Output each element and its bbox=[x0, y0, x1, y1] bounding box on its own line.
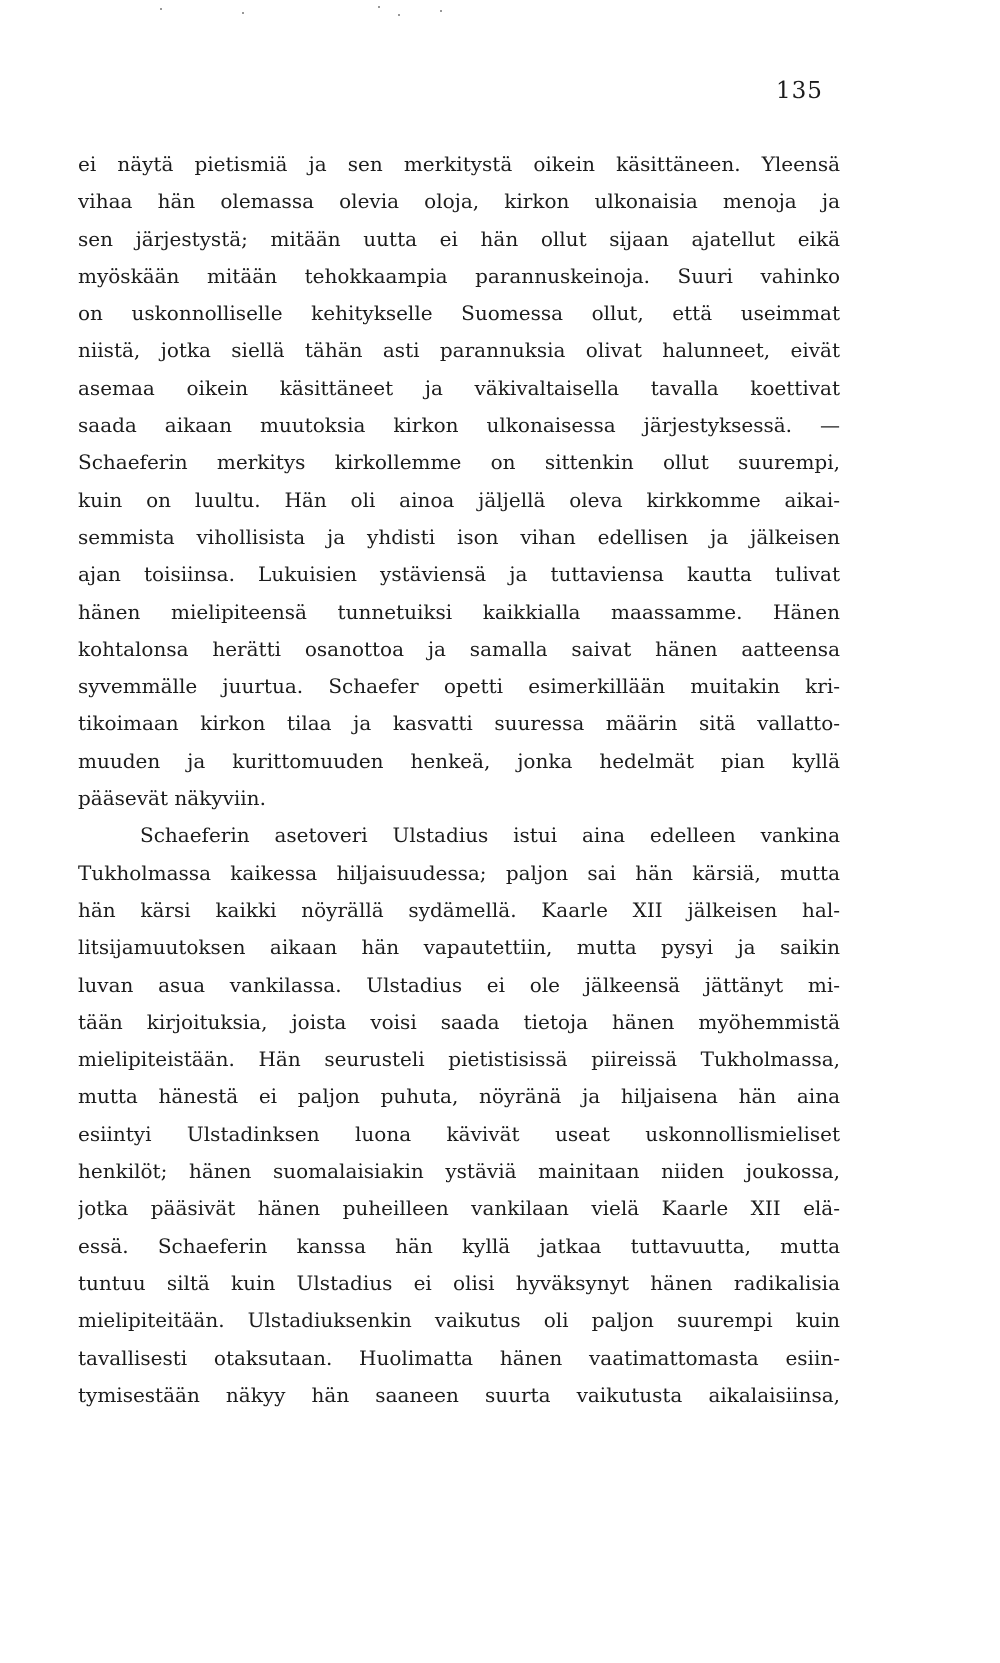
text-line: esiintyi Ulstadinksen luona kävivät useat uskonnollismieliset bbox=[78, 1121, 840, 1146]
text-line: ajan toisiinsa. Lukuisien ystäviensä ja tuttaviensa kautta tulivat bbox=[78, 562, 840, 587]
text-line: asemaa oikein käsittäneet ja väkivaltaisella tavalla koettivat bbox=[78, 375, 840, 400]
text-line: tymisestään näkyy hän saaneen suurta vaikutusta aikalaisiinsa, bbox=[78, 1382, 840, 1407]
text-line: muuden ja kurittomuuden henkeä, jonka hedelmät pian kyllä bbox=[78, 748, 840, 773]
text-line: mielipiteitään. Ulstadiuksenkin vaikutus oli paljon suurempi kuin bbox=[78, 1308, 840, 1333]
page-number: 135 bbox=[776, 78, 823, 104]
text-line: hän kärsi kaikki nöyrällä sydämellä. Kaarle XII jälkeisen hal- bbox=[78, 897, 840, 922]
text-line: kuin on luultu. Hän oli ainoa jäljellä oleva kirkkomme aikai- bbox=[78, 487, 840, 512]
text-line: saada aikaan muutoksia kirkon ulkonaisessa järjestyksessä. — bbox=[78, 413, 840, 438]
text-line: niistä, jotka siellä tähän asti parannuksia olivat halunneet, eivät bbox=[78, 338, 840, 363]
text-line: tään kirjoituksia, joista voisi saada tietoja hänen myöhemmistä bbox=[78, 1009, 840, 1034]
text-line: Schaeferin merkitys kirkollemme on sittenkin ollut suurempi, bbox=[78, 450, 840, 475]
text-line: pääsevät näkyviin. bbox=[78, 786, 266, 811]
text-line: litsijamuutoksen aikaan hän vapautettiin, mutta pysyi ja saikin bbox=[78, 935, 840, 960]
text-line: hänen mielipiteensä tunnetuiksi kaikkialla maassamme. Hänen bbox=[78, 599, 840, 624]
body-text bbox=[78, 146, 840, 1414]
text-line: kohtalonsa herätti osanottoa ja samalla saivat hänen aatteensa bbox=[78, 636, 840, 661]
text-line: mutta hänestä ei paljon puhuta, nöyränä ja hiljaisena hän aina bbox=[78, 1084, 840, 1109]
text-line: jotka pääsivät hänen puheilleen vankilaan vielä Kaarle XII elä- bbox=[78, 1196, 840, 1221]
text-line: Tukholmassa kaikessa hiljaisuudessa; paljon sai hän kärsiä, mutta bbox=[78, 860, 840, 885]
scan-speck bbox=[378, 6, 380, 8]
text-line: myöskään mitään tehokkaampia parannuskeinoja. Suuri vahinko bbox=[78, 263, 840, 288]
text-line: mielipiteistään. Hän seurusteli pietistisissä piireissä Tukholmassa, bbox=[78, 1047, 840, 1072]
text-line: essä. Schaeferin kanssa hän kyllä jatkaa tuttavuutta, mutta bbox=[78, 1233, 840, 1258]
text-line: henkilöt; hänen suomalaisiakin ystäviä mainitaan niiden joukossa, bbox=[78, 1159, 840, 1184]
text-line: semmista vihollisista ja yhdisti ison vihan edellisen ja jälkeisen bbox=[78, 524, 840, 549]
text-line: ei näytä pietismiä ja sen merkitystä oikein käsittäneen. Yleensä bbox=[78, 152, 840, 176]
paragraph-start-line: Schaeferin asetoveri Ulstadius istui aina edelleen vankina bbox=[140, 823, 840, 848]
text-line: luvan asua vankilassa. Ulstadius ei ole jälkeensä jättänyt mi- bbox=[78, 972, 840, 997]
text-line: syvemmälle juurtua. Schaefer opetti esimerkillään muitakin kri- bbox=[78, 674, 840, 699]
scan-speck bbox=[160, 8, 162, 10]
text-line: on uskonnolliselle kehitykselle Suomessa ollut, että useimmat bbox=[78, 301, 840, 326]
text-line: tavallisesti otaksutaan. Huolimatta hänen vaatimattomasta esiin- bbox=[78, 1345, 840, 1370]
text-line: tuntuu siltä kuin Ulstadius ei olisi hyväksynyt hänen radikalisia bbox=[78, 1270, 840, 1295]
text-line: sen järjestystä; mitään uutta ei hän ollut sijaan ajatellut eikä bbox=[78, 226, 840, 251]
text-line: vihaa hän olemassa olevia oloja, kirkon ulkonaisia menoja ja bbox=[78, 189, 840, 214]
scan-speck bbox=[398, 14, 400, 16]
scan-speck bbox=[440, 10, 442, 12]
scan-speck bbox=[242, 12, 244, 14]
text-line: tikoimaan kirkon tilaa ja kasvatti suuressa määrin sitä vallatto- bbox=[78, 711, 840, 736]
